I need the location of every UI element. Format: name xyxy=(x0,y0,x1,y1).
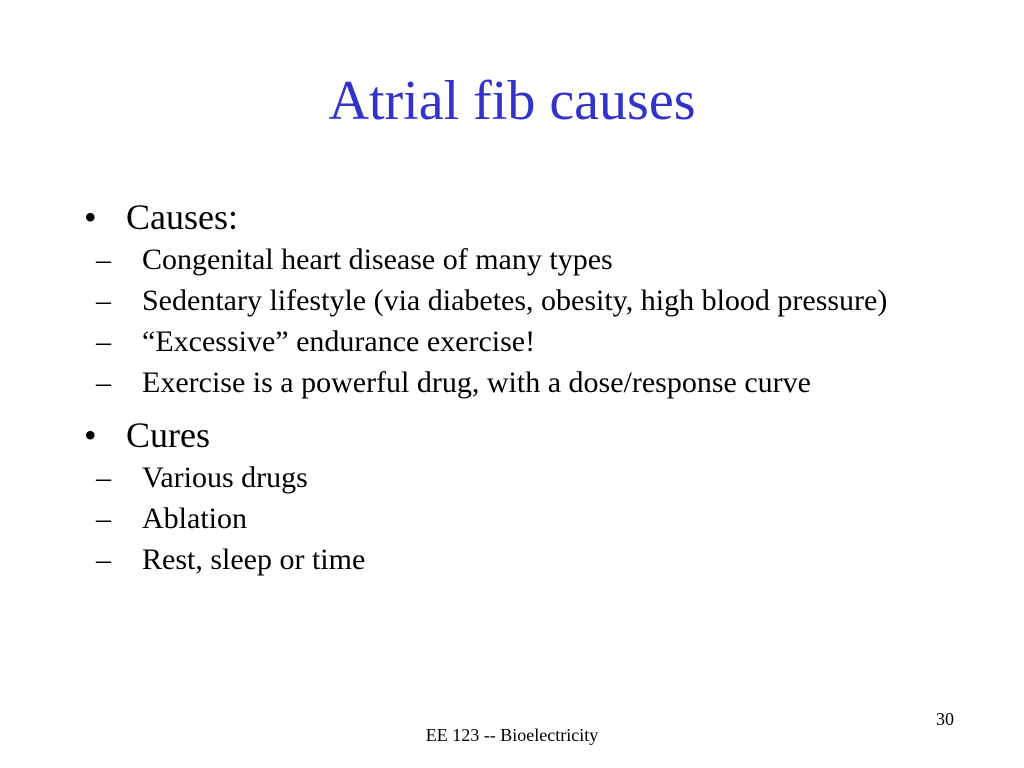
list-item xyxy=(96,539,984,580)
dash-marker: – xyxy=(96,325,111,358)
dash-marker: – xyxy=(96,543,111,576)
slide-footer: EE 123 -- Bioelectricity xyxy=(425,725,599,745)
list-item-text: Ablation xyxy=(142,502,247,535)
bullet-heading: Causes: xyxy=(126,197,238,237)
bullet-causes xyxy=(84,195,984,239)
list-item xyxy=(96,362,984,403)
bullet-marker: • xyxy=(84,415,97,455)
list-item-text: Sedentary lifestyle (via diabetes, obesity, high blood pressure) xyxy=(142,284,888,317)
bullet-heading: Cures xyxy=(126,415,210,455)
dash-marker: – xyxy=(96,284,111,317)
bullet-cures xyxy=(84,413,984,457)
dash-marker: – xyxy=(96,461,111,494)
cures-list xyxy=(96,457,984,580)
list-item xyxy=(96,457,984,498)
list-item xyxy=(96,321,984,362)
list-item xyxy=(96,239,984,280)
dash-marker: – xyxy=(96,366,111,399)
list-item xyxy=(96,498,984,539)
dash-marker: – xyxy=(96,502,111,535)
list-item-text: Various drugs xyxy=(142,461,308,494)
dash-marker: – xyxy=(96,243,111,276)
slide-title: Atrial fib causes xyxy=(328,70,696,132)
list-item-text: Rest, sleep or time xyxy=(142,543,366,576)
list-item-text: Exercise is a powerful drug, with a dose/response curve xyxy=(142,366,811,399)
bullet-marker: • xyxy=(84,197,97,237)
page-number: 30 xyxy=(936,709,954,729)
list-item-text: Congenital heart disease of many types xyxy=(142,243,613,276)
list-item xyxy=(96,280,984,321)
slide-body xyxy=(84,195,984,580)
list-item-text: “Excessive” endurance exercise! xyxy=(142,325,536,358)
causes-list xyxy=(96,239,984,403)
